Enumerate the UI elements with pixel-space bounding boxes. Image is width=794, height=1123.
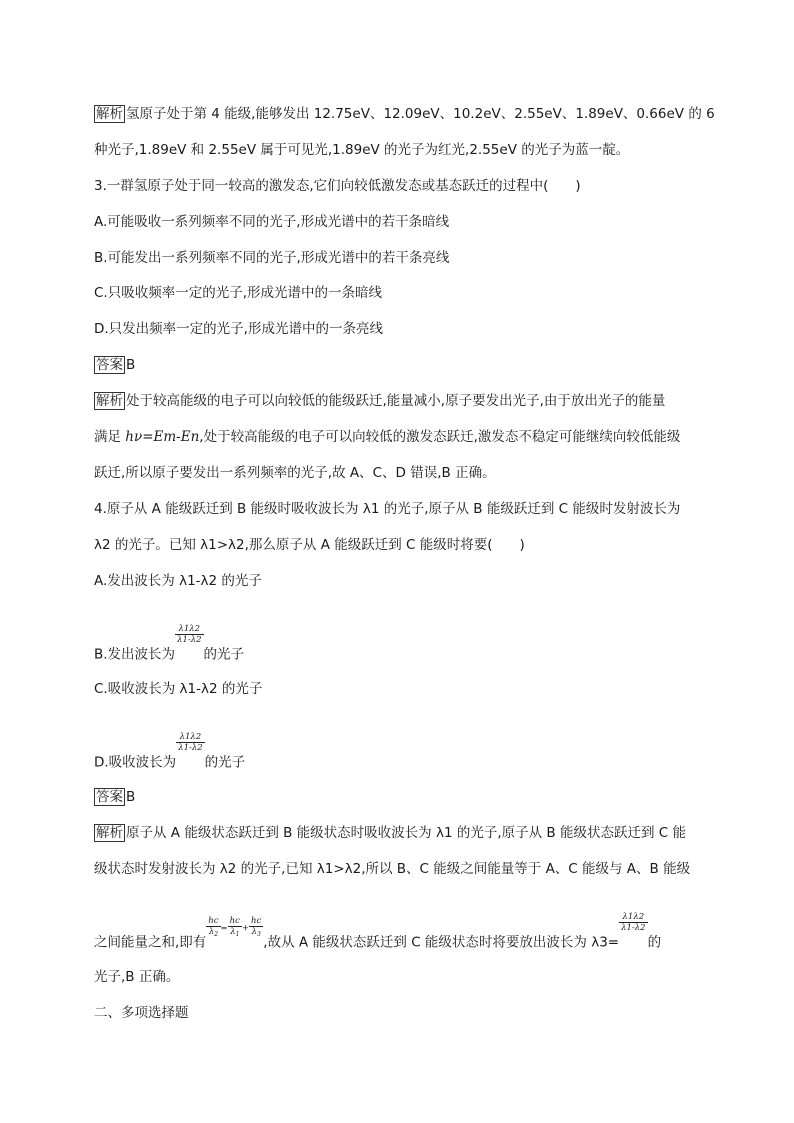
fraction-hc-l2: $\frac{hc}{\lambda_2}$ [208,916,219,938]
q3-analysis-line-2 [94,428,680,446]
fraction-b [175,624,203,645]
q4-stem-line-1 [94,500,680,518]
q4-stem-line-2 [94,536,525,554]
q3-option-b-text: B.可能发出一系列频率不同的光子,形成光谱中的若干条亮线 [94,250,450,266]
q3-option-d-text: D.只发出频率一定的光子,形成光谱中的一条亮线 [94,321,383,337]
q4-stem-text-1: 4.原子从 A 能级跃迁到 B 能级时吸收波长为 λ1 的光子,原子从 B 能级跃迁到 C 能级时发射波长为 [94,501,681,517]
q4-answer [94,788,135,806]
fraction-numerator: λ1λ2 [622,912,645,922]
q4-analysis-line-1 [94,824,686,842]
energy-formula: hν=Em-En [125,429,200,445]
q3-stem-text: 3.一群氢原子处于同一较高的激发态,它们向较低激发态或基态跃迁的过程中( ) [94,178,581,194]
q4-option-b-suffix: 的光子 [203,646,245,663]
q4-analysis-text-4: 光子,B 正确。 [94,969,180,985]
q3-analysis-text-3: 跃迁,所以原子要发出一系列频率的光子,故 A、C、D 错误,B 正确。 [94,465,496,481]
analysis-tag: 解析 [96,825,123,841]
q3-answer [94,356,135,374]
q3-option-b [94,249,449,267]
section-heading [94,1004,189,1022]
fraction-denominator: λ1-λ2 [621,923,646,933]
q3-option-d [94,320,383,338]
answer-tag: 答案 [96,789,123,805]
q3-answer-value: B [126,357,136,373]
q4-analysis-text-1: 原子从 A 能级状态跃迁到 B 能级状态时吸收波长为 λ1 的光子,原子从 B 能级状态跃迁到 C 能 [126,825,686,841]
q3-analysis-line-1 [94,392,665,410]
fraction-numerator: λ1λ2 [178,624,201,634]
fraction-hc-l1: $\frac{hc}{\lambda_1}$ [229,916,240,938]
fraction-denominator: λ1-λ2 [178,743,203,753]
energy-sum-formula: $\frac{hc}{\lambda_2}$ = $\frac{hc}{\lambda_1}$ + $\frac{hc}{\lambda_3}$ [208,916,262,938]
analysis-tag: 解析 [96,106,123,122]
q4-option-c [94,680,262,698]
q3-analysis-text-2b: ,处于较高能级的电子可以向较低的激发态跃迁,激发态不稳定可能继续向较低能级 [199,429,681,445]
q4-analysis-line-2 [94,860,690,878]
q3-analysis-text-2a: 满足 [94,429,126,445]
q3-option-a-text: A.可能吸收一系列频率不同的光子,形成光谱中的若干条暗线 [94,214,450,230]
fraction-numerator: λ1λ2 [179,732,202,742]
q4-option-a [94,572,262,590]
q3-option-a [94,213,449,231]
q4-option-d-prefix: D.吸收波长为 [94,754,177,771]
answer-tag: 答案 [96,357,123,373]
q4-analysis-text-3a: 之间能量之和,即有 [94,934,207,951]
analysis-tag: 解析 [96,393,123,409]
q4-option-a-text: A.发出波长为 λ1-λ2 的光子 [94,573,262,589]
q3-stem [94,177,581,195]
q3-option-c-text: C.只吸收频率一定的光子,形成光谱中的一条暗线 [94,285,383,301]
q3-analysis-line-3 [94,464,496,482]
q4-option-b-prefix: B.发出波长为 [94,646,176,663]
q4-analysis-line-4 [94,968,179,986]
section-title: 二、多项选择题 [94,1005,189,1021]
q4-answer-value: B [126,789,136,805]
q4-option-d-suffix: 的光子 [204,754,246,771]
q2-analysis-text-2: 种光子,1.89eV 和 2.55eV 属于可见光,1.89eV 的光子为红光,2.55eV 的光子为蓝一靛。 [94,142,630,158]
q4-stem-text-2: λ2 的光子。已知 λ1>λ2,那么原子从 A 能级跃迁到 C 能级时将要( ) [94,537,525,553]
q4-analysis-text-2: 级状态时发射波长为 λ2 的光子,已知 λ1>λ2,所以 B、C 能级之间能量等于 A、C 能级与 A、B 能级 [94,861,691,877]
fraction-l3 [619,912,647,933]
q3-option-c [94,284,382,302]
fraction-hc-l3: $\frac{hc}{\lambda_3}$ [251,916,262,938]
q4-option-c-text: C.吸收波长为 λ1-λ2 的光子 [94,681,263,697]
q2-analysis-text-1: 氢原子处于第 4 能级,能够发出 12.75eV、12.09eV、10.2eV、2.55eV、1.89eV、0.66eV 的 6 [126,106,715,122]
fraction-d [176,732,204,753]
q2-analysis-line-2 [94,141,629,159]
q4-analysis-text-3c: 的 [647,934,662,951]
q3-analysis-text-1: 处于较高能级的电子可以向较低的能级跃迁,能量减小,原子要发出光子,由于放出光子的能量 [126,393,666,409]
q2-analysis-line-1 [94,105,715,123]
fraction-denominator: λ1-λ2 [177,635,202,645]
q4-analysis-text-3b: ,故从 A 能级状态跃迁到 C 能级状态时将要放出波长为 λ3= [263,934,620,951]
